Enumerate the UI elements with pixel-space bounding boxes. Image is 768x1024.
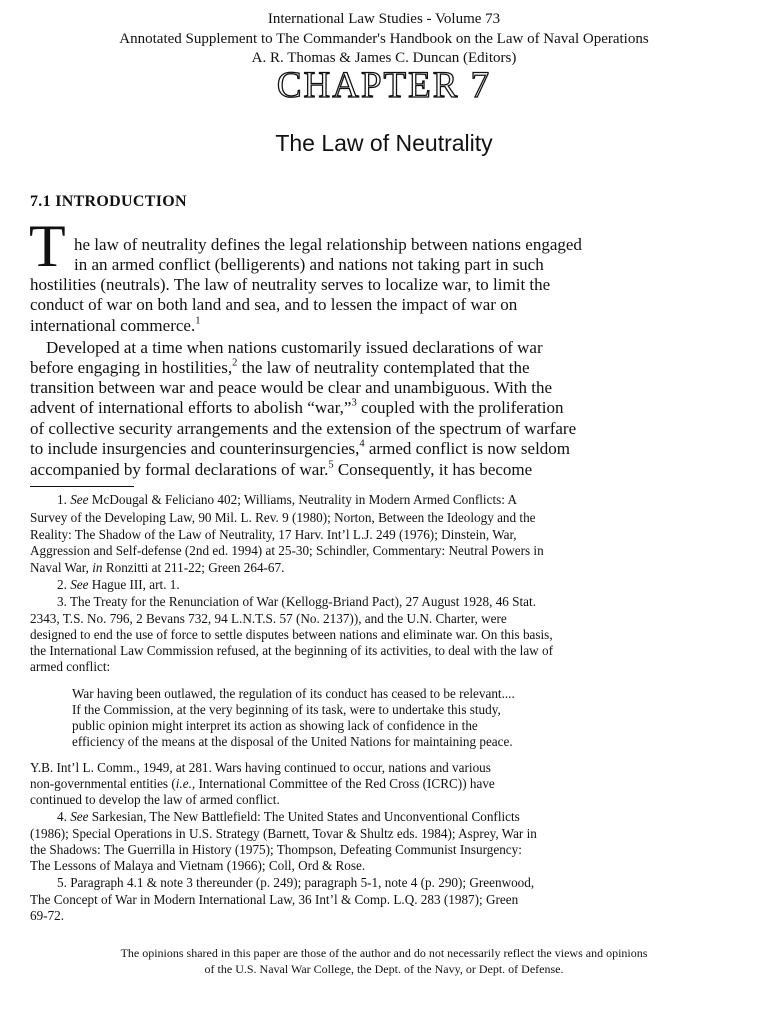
body-line: Developed at a time when nations customarily issued declarations of war — [46, 338, 543, 357]
footnote-5-line: The Concept of War in Modern International Law, 36 Int’l & Comp. L.Q. 283 (1987); Green — [30, 892, 519, 907]
body-line: accompanied by formal declarations of war.$^5$ Consequently, it has become — [30, 459, 533, 479]
footnote-3-line: 3. The Treaty for the Renunciation of War (Kellogg-Briand Pact), 27 August 1928, 46 Stat. — [57, 594, 536, 609]
footnote-1-line: Naval War, in Ronzitti at 211-22; Green 264-67. — [30, 560, 285, 575]
footnote-1-line: Survey of the Developing Law, 90 Mil. L. Rev. 9 (1980); Norton, Between the Ideology and the — [30, 510, 536, 525]
footnote-ref[interactable]: 2 — [232, 357, 238, 369]
body-line: he law of neutrality defines the legal relationship between nations engaged — [74, 235, 582, 254]
footnote-5-line: 69-72. — [30, 908, 65, 923]
body-line: transition between war and peace would be clear and unambiguous. With the — [30, 378, 553, 397]
body-line: in an armed conflict (belligerents) and nations not taking part in such — [74, 255, 544, 274]
body-line: to include insurgencies and counterinsurgencies,$^4$ armed conflict is now seldom — [30, 438, 571, 458]
body-line: of collective security arrangements and the extension of the spectrum of warfare — [30, 419, 577, 438]
footnote-3-line: 2343, T.S. No. 796, 2 Bevans 732, 94 L.N.T.S. 57 (No. 2137)), and the U.N. Charter, were — [30, 611, 507, 626]
body-line: international commerce.$^1$ — [30, 315, 201, 335]
footnote-3-line: the International Law Commission refused, at the beginning of its activities, to deal with the law of — [30, 643, 553, 658]
editors: A. R. Thomas & James C. Duncan (Editors) — [251, 50, 517, 66]
chapter-title: The Law of Neutrality — [275, 130, 493, 156]
footnote-4-line: (1986); Special Operations in U.S. Strategy (Barnett, Tovar & Shultz eds. 1984); Asprey, War in — [30, 826, 537, 841]
footnote-4-line: 4. See Sarkesian, The New Battlefield: The United States and Unconventional Conflicts — [57, 809, 520, 824]
footnote-2: 2. See Hague III, art. 1. — [57, 577, 180, 592]
disclaimer-line: of the U.S. Naval War College, the Dept. of the Navy, or Dept. of Defense. — [204, 962, 564, 976]
footnote-4-line: the Shadows: The Guerrilla in History (1975); Thompson, Defeating Communist Insurgency: — [30, 842, 522, 857]
body-line: hostilities (neutrals). The law of neutrality serves to localize war, to limit the — [30, 275, 551, 294]
body-line: conduct of war on both land and sea, and to lessen the impact of war on — [30, 295, 518, 314]
disclaimer-line: The opinions shared in this paper are those of the author and do not necessarily reflect the views and opinions — [120, 946, 648, 960]
footnote-1-line: Reality: The Shadow of the Law of Neutrality, 17 Harv. Int’l L.J. 249 (1976); Dinstein, War, — [30, 527, 517, 542]
footnote-1-line: Aggression and Self-defense (2nd ed. 1994) at 25-30; Schindler, Commentary: Neutral Powers in — [30, 543, 544, 558]
block-quote-line: efficiency of the means at the disposal of the United Nations for maintaining peace. — [72, 734, 513, 749]
footnote-5-line: 5. Paragraph 4.1 & note 3 thereunder (p. 249); paragraph 5-1, note 4 (p. 290); Greenwood, — [57, 875, 535, 890]
footnote-1-line: 1. See McDougal & Feliciano 402; Williams, Neutrality in Modern Armed Conflicts: A — [57, 492, 517, 507]
footnote-ref[interactable]: 3 — [351, 397, 357, 409]
journal-title: International Law Studies - Volume 73 — [267, 11, 501, 27]
footnote-3-line: armed conflict: — [30, 659, 111, 674]
footnote-3-line: designed to end the use of force to settle disputes between nations and eliminate war. On this basis, — [30, 627, 553, 642]
block-quote-line: War having been outlawed, the regulation of its conduct has ceased to be relevant.... — [72, 686, 515, 701]
block-quote-line: If the Commission, at the very beginning of its task, were to undertake this study, — [72, 702, 501, 717]
section-heading: 7.1 INTRODUCTION — [30, 193, 187, 210]
body-line: advent of international efforts to abolish “war,”$^3$ coupled with the proliferation — [30, 397, 564, 417]
block-quote-line: public opinion might interpret its action as showing lack of confidence in the — [72, 718, 478, 733]
footnote-4-line: The Lessons of Malaya and Vietnam (1966); Coll, Ord & Rose. — [30, 858, 366, 873]
body-line: before engaging in hostilities,$^2$ the law of neutrality contemplated that the — [30, 357, 530, 377]
footnote-3-line: Y.B. Int’l L. Comm., 1949, at 281. Wars having continued to occur, nations and various — [30, 760, 491, 775]
book-title: Annotated Supplement to The Commander's Handbook on the Law of Naval Operations — [119, 31, 649, 47]
footnote-3-line: continued to develop the law of armed conflict. — [30, 792, 280, 807]
footnote-3-line: non-governmental entities (i.e., International Committee of the Red Cross (ICRC)) have — [30, 776, 495, 791]
footnote-ref[interactable]: 4 — [359, 438, 365, 450]
footnote-divider — [30, 486, 134, 487]
footnote-ref[interactable]: 5 — [328, 459, 334, 471]
chapter-label: CHAPTER 7 — [276, 65, 492, 106]
drop-cap: T — [29, 213, 66, 279]
footnote-ref[interactable]: 1 — [195, 315, 201, 327]
